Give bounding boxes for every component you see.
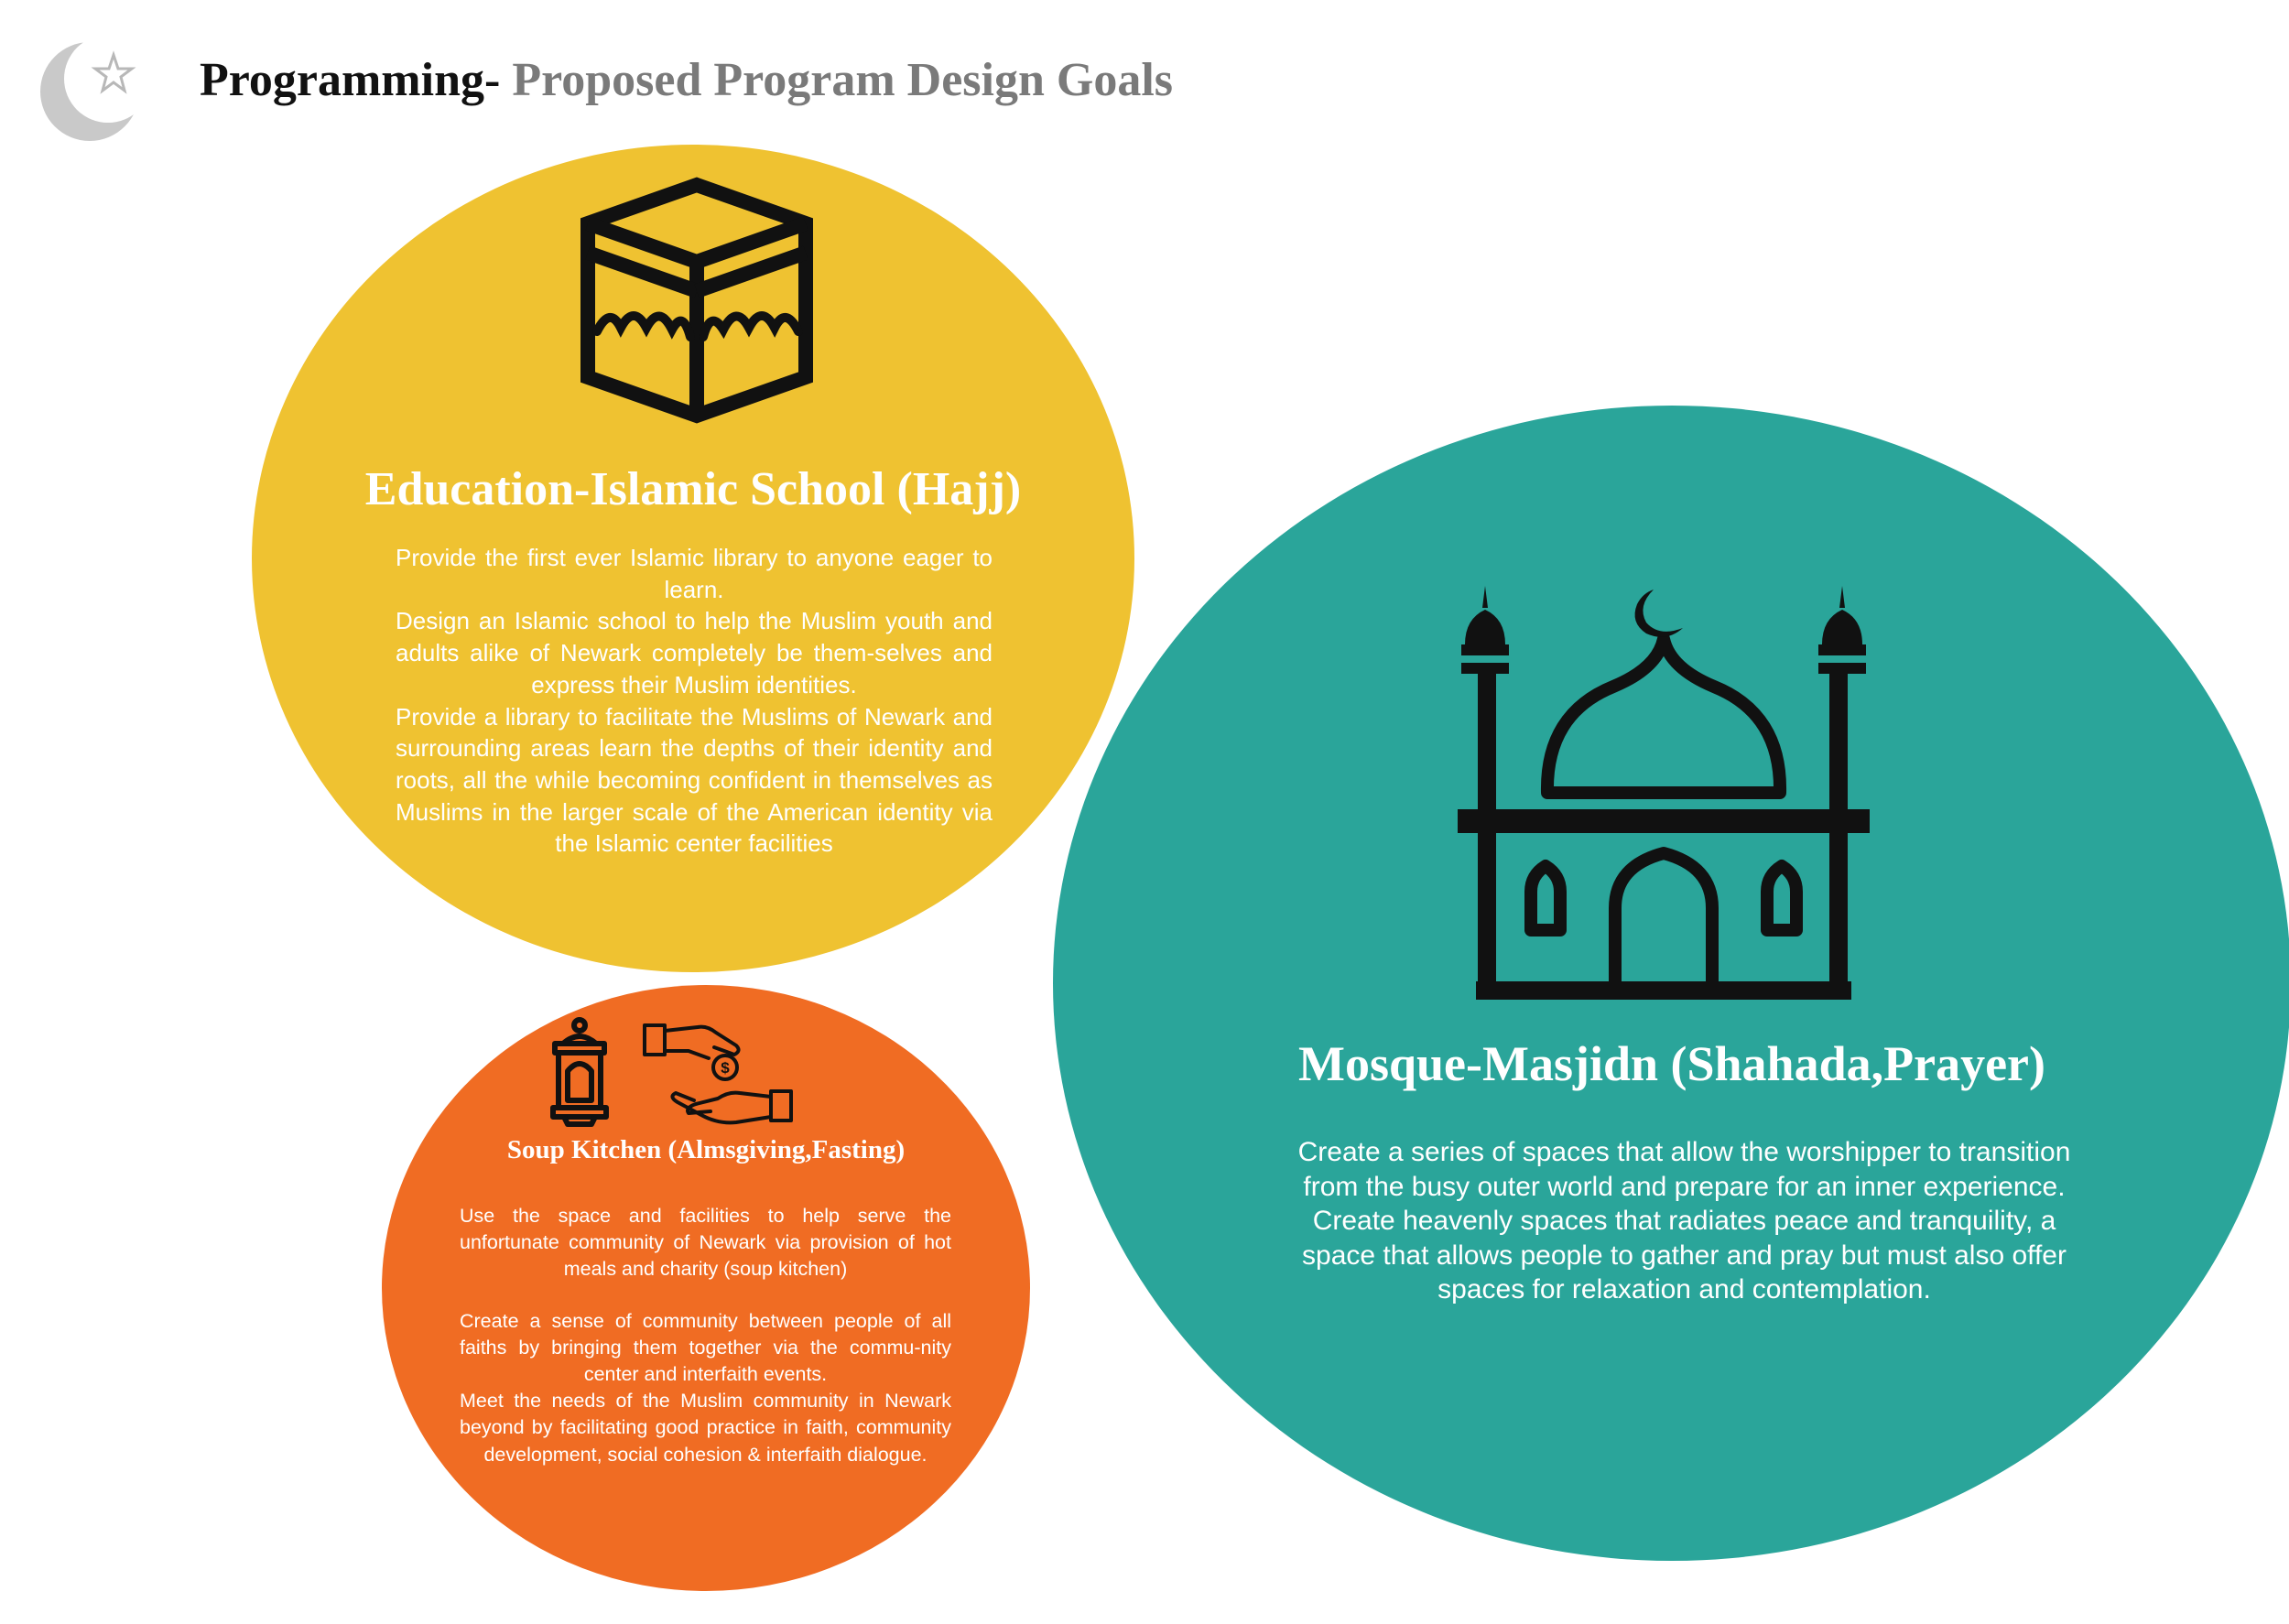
mosque-icon [1458, 586, 1870, 1000]
crescent-star-icon [35, 37, 150, 145]
page-title-prefix: Programming- [200, 54, 501, 106]
kaaba-icon [577, 176, 817, 425]
mosque-paragraph: Create a series of spaces that allow the worshipper to transition from the busy outer world and prepare for an inner experience. [1297, 1137, 2071, 1202]
soup-kitchen-paragraph: Create a sense of community between people of all faiths by bringing them together via the commu-nity center and interfaith events. [460, 1309, 951, 1386]
page-title [200, 53, 1173, 107]
education-paragraph: Provide the first ever Islamic library to anyone eager to learn. [396, 544, 993, 603]
education-body [396, 542, 993, 860]
mosque-heading: Mosque-Masjidn (Shahada,Prayer) [1297, 1036, 2045, 1091]
donation-hands-icon [641, 1020, 795, 1128]
page-title-suffix: Proposed Program Design Goals [500, 54, 1174, 106]
svg-text:$: $ [721, 1059, 730, 1077]
soup-kitchen-body [460, 1203, 951, 1468]
soup-kitchen-paragraph: Meet the needs of the Muslim community in Newark beyond by facilitating good practice in faith, community development, social cohesion & interfaith dialogue. [460, 1390, 951, 1466]
soup-kitchen-heading: Soup Kitchen (Almsgiving,Fasting) [506, 1135, 906, 1164]
lantern-icon [540, 1016, 619, 1130]
soup-kitchen-paragraph: Use the space and facilities to help serve the unfortunate community of Newark via provision of hot meals and charity (soup kitchen) [460, 1205, 951, 1281]
mosque-paragraph: Create heavenly spaces that radiates peace and tranquility, a space that allows people to gather and pray but must also offer spaces for relaxation and contemplation. [1302, 1206, 2067, 1305]
mosque-body [1279, 1135, 2089, 1307]
education-paragraph: Provide a library to facilitate the Muslims of Newark and surrounding areas learn the depths of their identity and roots, all the while becoming confident in themselves as Muslims in the larger scale of the American identity via the Islamic center facilities [396, 702, 993, 858]
education-heading: Education-Islamic School (Hajj) [364, 463, 1022, 515]
education-paragraph: Design an Islamic school to help the Muslim youth and adults alike of Newark completely be them-selves and express their Muslim identities. [396, 607, 993, 698]
